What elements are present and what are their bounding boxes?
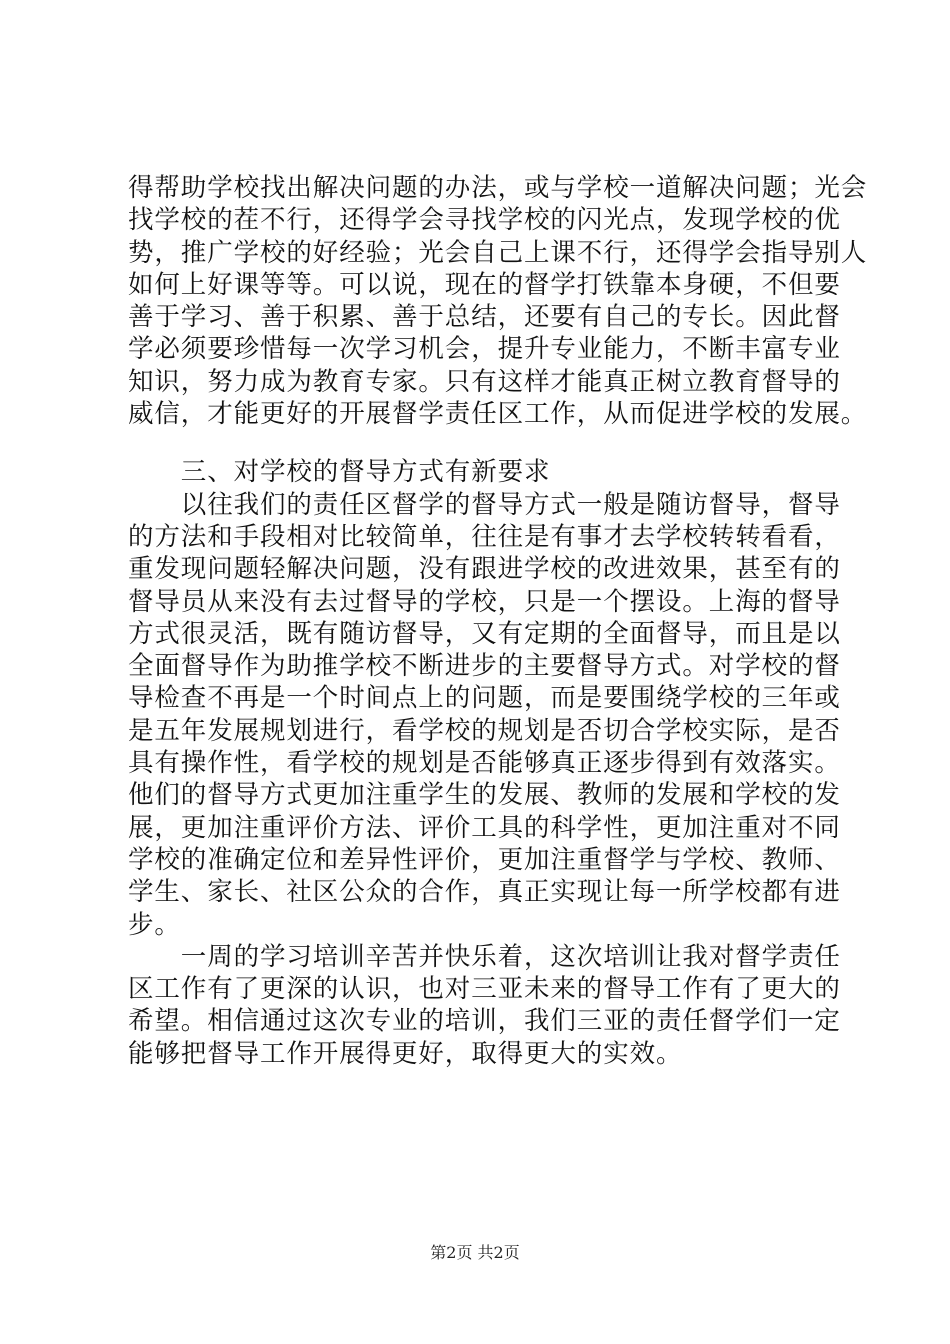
section-heading: 三、对学校的督导方式有新要求 — [128, 457, 551, 488]
text-line: 展，更加注重评价方法、评价工具的科学性，更加注重对不同 — [128, 812, 841, 843]
paragraph-section3 — [128, 489, 840, 941]
page-number-footer: 第2页 共2页 — [430, 1243, 520, 1262]
text-line: 势，推广学校的好经验；光会自己上课不行，还得学会指导别人 — [128, 237, 868, 268]
text-line: 他们的督导方式更加注重学生的发展、教师的发展和学校的发 — [128, 780, 841, 811]
paragraph-spacer — [128, 430, 840, 456]
text-line: 如何上好课等等。可以说，现在的督学打铁靠本身硬，不但要 — [128, 269, 841, 300]
text-line: 知识，努力成为教育专家。只有这样才能真正树立教育督导的 — [128, 366, 841, 397]
text-line: 方式很灵活，既有随访督导，又有定期的全面督导，而且是以 — [128, 618, 841, 649]
text-line: 威信，才能更好的开展督学责任区工作，从而促进学校的发展。 — [128, 399, 868, 430]
text-line: 一周的学习培训辛苦并快乐着，这次培训让我对督学责任 — [128, 941, 841, 972]
text-line: 找学校的茬不行，还得学会寻找学校的闪光点，发现学校的优 — [128, 205, 841, 236]
text-line: 希望。相信通过这次专业的培训，我们三亚的责任督学们一定 — [128, 1006, 841, 1037]
text-line: 步。 — [128, 909, 181, 940]
text-line: 得帮助学校找出解决问题的办法，或与学校一道解决问题；光会 — [128, 173, 868, 203]
text-line: 全面督导作为助推学校不断进步的主要督导方式。对学校的督 — [128, 651, 841, 682]
text-line: 是五年发展规划进行，看学校的规划是否切合学校实际，是否 — [128, 715, 841, 746]
text-line: 善于学习、善于积累、善于总结，还要有自己的专长。因此督 — [128, 302, 841, 333]
text-line: 督导员从来没有去过督导的学校，只是一个摆设。上海的督导 — [128, 586, 841, 617]
text-line: 区工作有了更深的认识，也对三亚未来的督导工作有了更大的 — [128, 974, 841, 1005]
text-line: 学必须要珍惜每一次学习机会，提升专业能力，不断丰富专业 — [128, 334, 841, 365]
paragraph-continuation — [128, 172, 868, 430]
text-line: 学生、家长、社区公众的合作，真正实现让每一所学校都有进 — [128, 877, 841, 908]
text-line: 能够把督导工作开展得更好，取得更大的实效。 — [128, 1038, 683, 1069]
text-line: 学校的准确定位和差异性评价，更加注重督学与学校、教师、 — [128, 844, 841, 875]
text-line: 具有操作性，看学校的规划是否能够真正逐步得到有效落实。 — [128, 748, 841, 779]
text-line: 以往我们的责任区督学的督导方式一般是随访督导，督导 — [128, 489, 841, 520]
document-body — [128, 172, 868, 1070]
text-line: 重发现问题轻解决问题，没有跟进学校的改进效果，甚至有的 — [128, 554, 841, 585]
text-line: 的方法和手段相对比较简单，往往是有事才去学校转转看看， — [128, 521, 841, 552]
text-line: 导检查不再是一个时间点上的问题，而是要围绕学校的三年或 — [128, 683, 841, 714]
paragraph-closing — [128, 941, 840, 1070]
